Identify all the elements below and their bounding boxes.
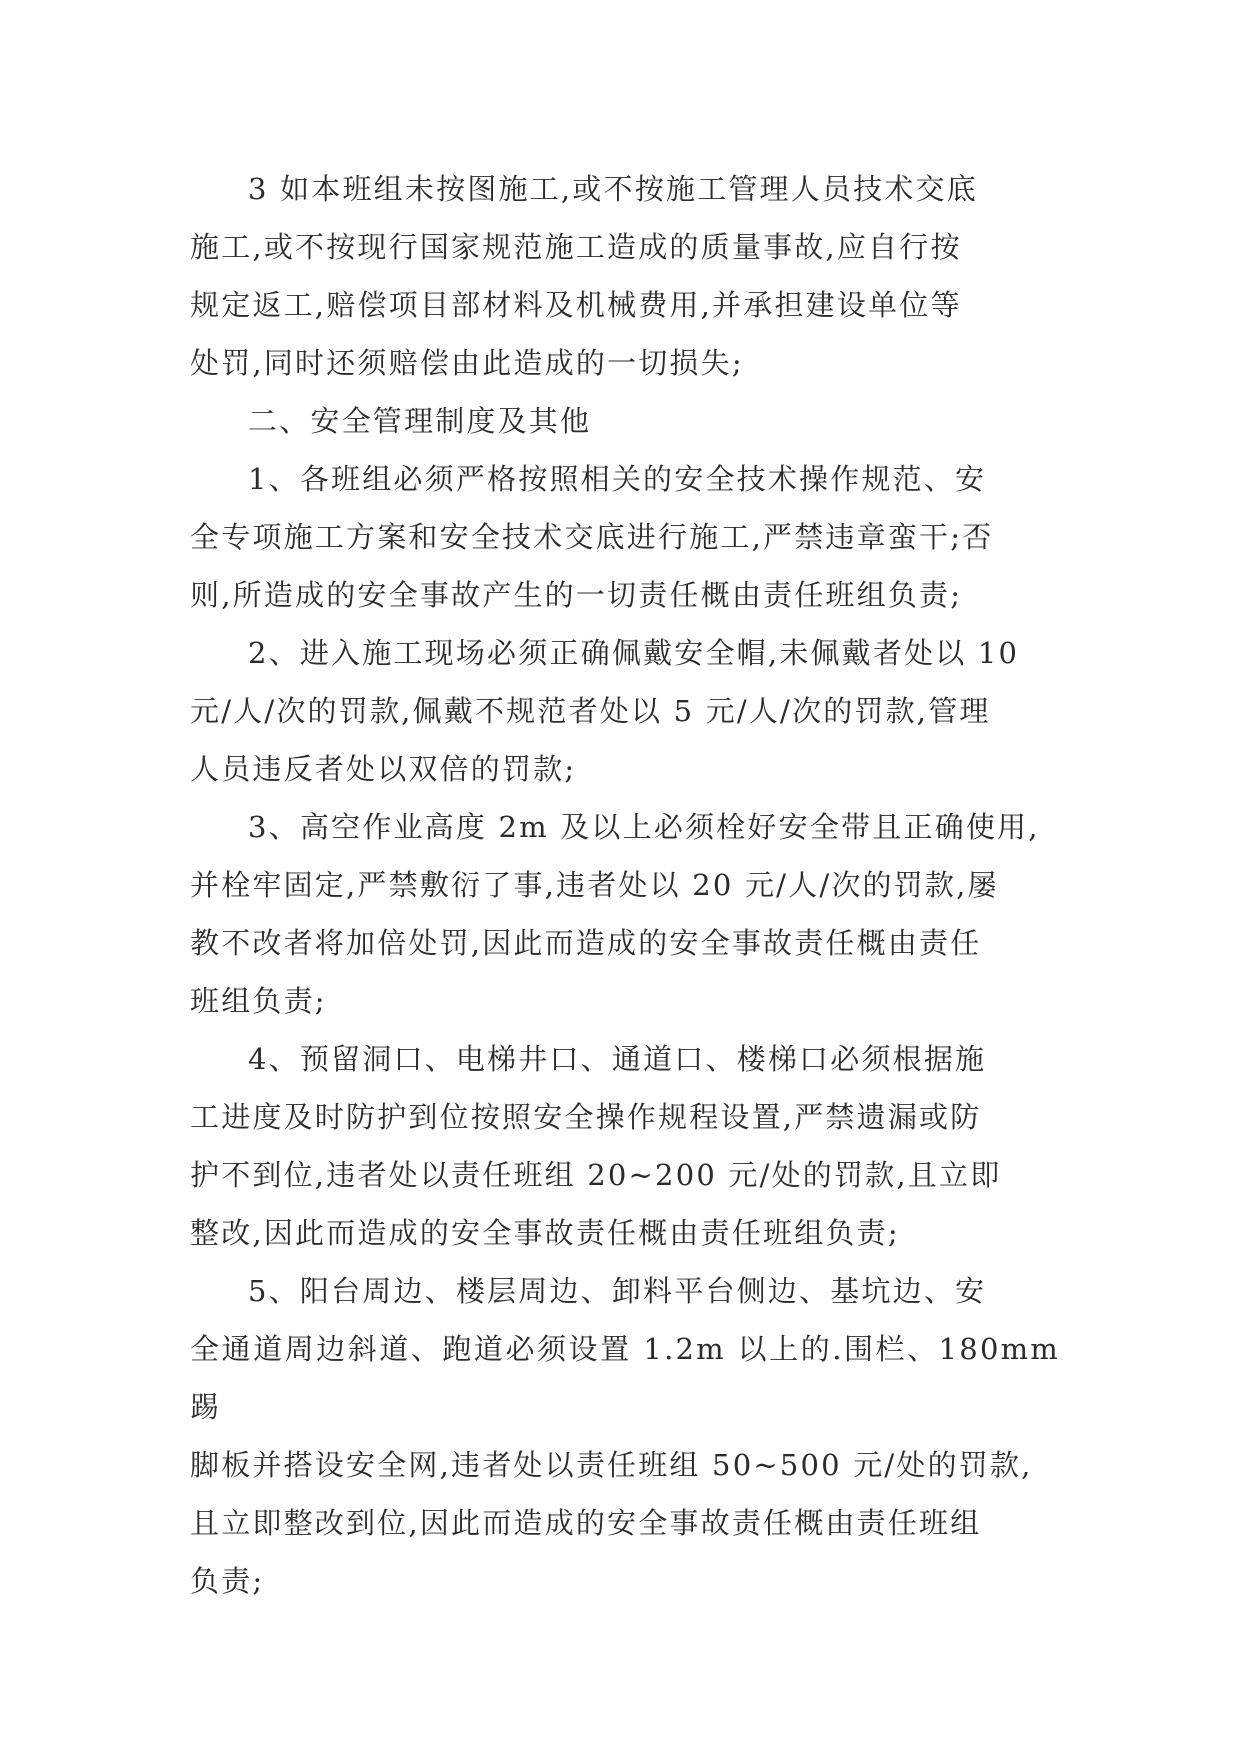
text-line: 并栓牢固定,严禁敷衍了事,违者处以 20 元/人/次的罚款,屡 xyxy=(190,868,999,902)
paragraph-safety-item-1 xyxy=(190,450,1060,624)
text-line: 则,所造成的安全事故产生的一切责任概由责任班组负责; xyxy=(190,578,963,612)
paragraph-quality-item-3 xyxy=(190,160,1060,392)
text-line: 负责; xyxy=(190,1564,265,1598)
paragraph-safety-item-5 xyxy=(190,1262,1060,1610)
text-line: 护不到位,违者处以责任班组 20~200 元/处的罚款,且立即 xyxy=(190,1158,1002,1192)
text-line: 4、预留洞口、电梯井口、通道口、楼梯口必须根据施 xyxy=(248,1042,987,1076)
text-line: 2、进入施工现场必须正确佩戴安全帽,未佩戴者处以 10 xyxy=(248,636,1020,670)
text-line: 3、高空作业高度 2m 及以上必须栓好安全带且正确使用, xyxy=(248,810,1040,844)
text-line: 元/人/次的罚款,佩戴不规范者处以 5 元/人/次的罚款,管理 xyxy=(190,694,991,728)
text-line: 规定返工,赔偿项目部材料及机械费用,并承担建设单位等 xyxy=(190,288,962,322)
paragraph-safety-item-4 xyxy=(190,1030,1060,1262)
paragraph-safety-item-2 xyxy=(190,624,1060,798)
text-line: 脚板并搭设安全网,违者处以责任班组 50~500 元/处的罚款, xyxy=(190,1448,1033,1482)
text-line: 且立即整改到位,因此而造成的安全事故责任概由责任班组 xyxy=(190,1506,982,1540)
text-line: 1、各班组必须严格按照相关的安全技术操作规范、安 xyxy=(248,462,987,496)
text-line: 全专项施工方案和安全技术交底进行施工,严禁违章蛮干;否 xyxy=(190,520,994,554)
text-line: 教不改者将加倍处罚,因此而造成的安全事故责任概由责任 xyxy=(190,926,982,960)
paragraph-safety-item-3 xyxy=(190,798,1060,1030)
document-body xyxy=(190,160,1060,1610)
text-line: 二、安全管理制度及其他 xyxy=(248,404,592,438)
text-line: 整改,因此而造成的安全事故责任概由责任班组负责; xyxy=(190,1216,900,1250)
section-heading-safety xyxy=(190,392,1060,450)
text-line: 施工,或不按现行国家规范施工造成的质量事故,应自行按 xyxy=(190,230,962,264)
text-line: 工进度及时防护到位按照安全操作规程设置,严禁遗漏或防 xyxy=(190,1100,982,1134)
text-line: 人员违反者处以双倍的罚款; xyxy=(190,752,577,786)
text-line: 5、阳台周边、楼层周边、卸料平台侧边、基坑边、安 xyxy=(248,1274,987,1308)
text-line: 处罚,同时还须赔偿由此造成的一切损失; xyxy=(190,346,744,380)
text-line: 3 如本班组未按图施工,或不按施工管理人员技术交底 xyxy=(248,172,978,206)
text-line: 班组负责; xyxy=(190,984,327,1018)
text-line: 全通道周边斜道、跑道必须设置 1.2m 以上的.围栏、180mm 踢 xyxy=(190,1332,1060,1424)
